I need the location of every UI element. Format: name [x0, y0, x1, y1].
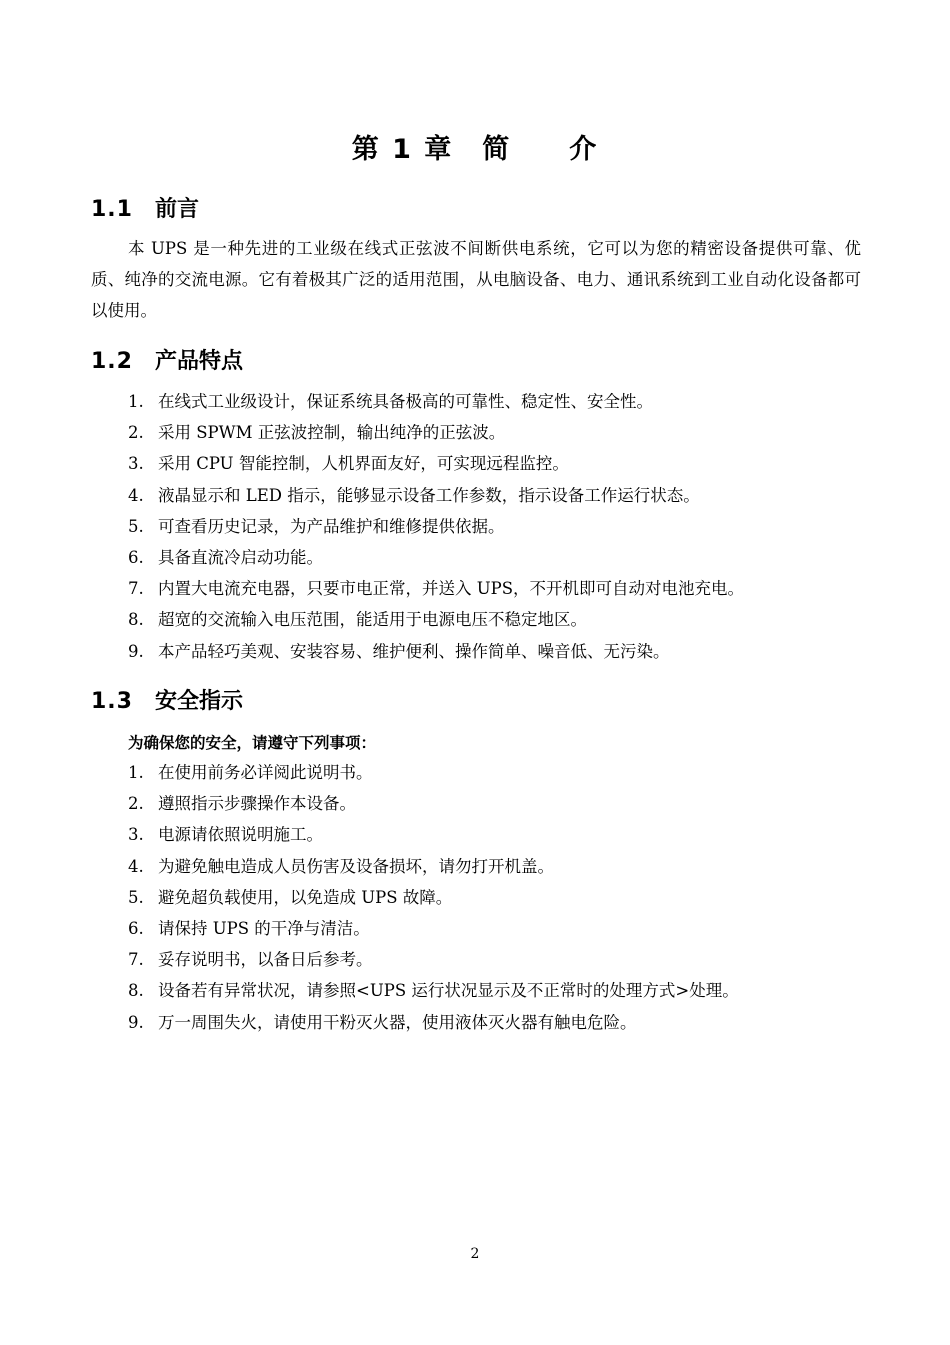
item-text: 在线式工业级设计，保证系统具备极高的可靠性、稳定性、安全性。	[158, 392, 653, 411]
item-number: 1.	[128, 763, 144, 782]
item-number: 6.	[128, 918, 144, 938]
preface-paragraph: 本 UPS 是一种先进的工业级在线式正弦波不间断供电系统，它可以为您的精密设备提供可靠、优质、纯净的交流电源。它有着极其广泛的适用范围，从电脑设备、电力、通讯系统到工业自动化设备都可以使用。	[91, 239, 861, 320]
item-number: 4.	[128, 856, 144, 876]
section-heading-safety	[91, 687, 243, 717]
list-item	[128, 417, 744, 448]
item-text: 采用 CPU 智能控制，人机界面友好，可实现远程监控。	[158, 454, 569, 474]
list-item	[128, 636, 744, 667]
section-title: 安全指示	[155, 689, 244, 714]
section-number: 1.1	[91, 197, 133, 222]
item-text: 万一周围失火，请使用干粉灭火器，使用液体灭火器有触电危险。	[158, 1012, 637, 1032]
item-number: 8.	[128, 981, 144, 1001]
item-text: 设备若有异常状况，请参照<UPS 运行状况显示及不正常时的处理方式>处理。	[158, 981, 739, 1001]
list-item	[128, 573, 744, 604]
item-number: 5.	[128, 887, 144, 907]
list-item	[128, 511, 744, 542]
list-item	[128, 542, 744, 573]
item-text: 遵照指示步骤操作本设备。	[158, 794, 356, 814]
chapter-title: 第 1 章 简 介	[351, 134, 599, 165]
list-item	[128, 819, 739, 850]
item-number: 6.	[128, 547, 144, 567]
section-title: 前言	[155, 197, 200, 222]
list-item	[128, 448, 744, 479]
list-item	[128, 604, 744, 635]
list-item	[128, 1007, 739, 1038]
list-item	[128, 882, 739, 913]
item-number: 9.	[128, 641, 144, 661]
section-number: 1.3	[91, 689, 133, 714]
list-item	[128, 480, 744, 511]
list-item	[128, 386, 744, 417]
item-text: 可查看历史记录，为产品维护和维修提供依据。	[158, 516, 505, 536]
item-number: 2.	[128, 794, 144, 814]
item-text: 采用 SPWM 正弦波控制，输出纯净的正弦波。	[158, 423, 506, 443]
item-text: 本产品轻巧美观、安装容易、维护便利、操作简单、噪音低、无污染。	[158, 641, 670, 661]
list-item	[128, 757, 739, 788]
item-text: 液晶显示和 LED 指示，能够显示设备工作参数，指示设备工作运行状态。	[158, 485, 700, 505]
item-number: 3.	[128, 454, 144, 474]
item-text: 在使用前务必详阅此说明书。	[158, 763, 373, 782]
item-number: 2.	[128, 423, 144, 443]
item-number: 4.	[128, 485, 144, 505]
page-number: 2	[470, 1246, 480, 1262]
item-number: 8.	[128, 610, 144, 630]
item-text: 为避免触电造成人员伤害及设备损坏，请勿打开机盖。	[158, 856, 554, 876]
list-item	[128, 788, 739, 819]
item-text: 超宽的交流输入电压范围，能适用于电源电压不稳定地区。	[158, 610, 587, 630]
item-number: 7.	[128, 579, 144, 599]
list-item	[128, 851, 739, 882]
list-item	[128, 944, 739, 975]
list-item	[128, 913, 739, 944]
item-text: 请保持 UPS 的干净与清洁。	[158, 918, 370, 938]
item-number: 3.	[128, 825, 144, 845]
safety-intro: 为确保您的安全，请遵守下列事项：	[128, 734, 377, 752]
item-number: 1.	[128, 392, 144, 411]
item-text: 具备直流冷启动功能。	[158, 547, 323, 567]
section-heading-preface	[91, 195, 199, 225]
safety-list	[128, 757, 739, 1038]
list-item	[128, 975, 739, 1006]
item-number: 9.	[128, 1012, 144, 1032]
item-text: 妥存说明书，以备日后参考。	[158, 950, 373, 970]
section-number: 1.2	[91, 349, 133, 374]
features-list	[128, 386, 744, 667]
section-title: 产品特点	[155, 349, 244, 374]
item-text: 内置大电流充电器，只要市电正常，并送入 UPS，不开机即可自动对电池充电。	[158, 579, 745, 599]
item-text: 避免超负载使用，以免造成 UPS 故障。	[158, 887, 453, 907]
section-heading-features	[91, 347, 243, 377]
item-number: 7.	[128, 950, 144, 970]
item-text: 电源请依照说明施工。	[158, 825, 323, 845]
item-number: 5.	[128, 516, 144, 536]
